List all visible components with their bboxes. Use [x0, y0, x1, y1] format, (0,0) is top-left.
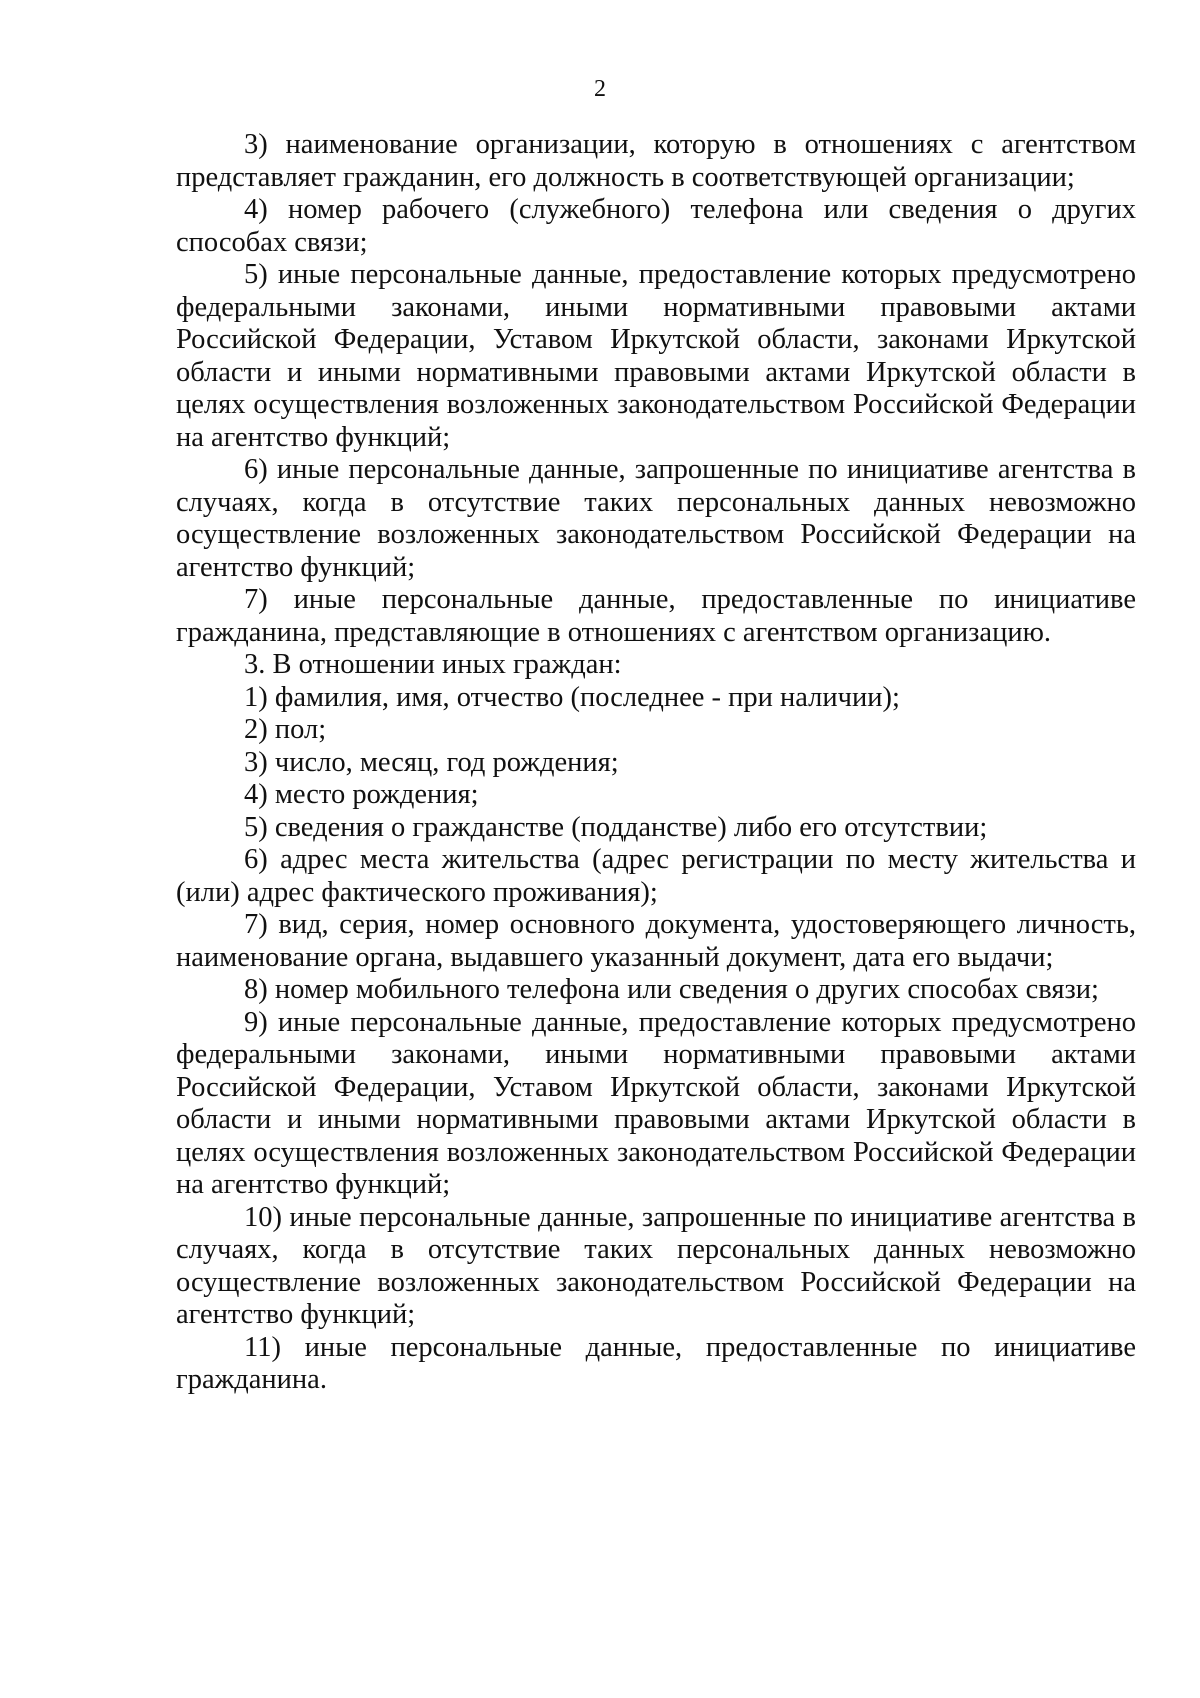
list-item: 4) место рождения; [244, 779, 479, 810]
list-item: 4) номер рабочего (служебного) телефона или сведения о других способах связи; [176, 194, 1136, 258]
list-item: 7) иные персональные данные, предоставленные по инициативе гражданина, представляющие в отношениях с агентством организацию. [176, 584, 1136, 648]
list-item: 5) иные персональные данные, предоставление которых предусмотрено федеральными законами, иными нормативными правовыми актами Российской Федерации, Уставом Иркутской области, законами Иркутской области и иными нормативными правовыми актами Иркутской области в целях осуществления возложенных законодательством Российской Федерации на агентство функций; [176, 259, 1136, 453]
list-item: 2) пол; [244, 714, 327, 745]
list-previous-section [176, 129, 1136, 649]
list-item: 6) иные персональные данные, запрошенные по инициативе агентства в случаях, когда в отсутствие таких персональных данных невозможно осуществление возложенных законодательством Российской Федерации на агентство функций; [176, 454, 1136, 583]
list-item: 8) номер мобильного телефона или сведения о других способах связи; [244, 974, 1099, 1005]
page-number: 2 [594, 76, 606, 102]
list-item: 3) наименование организации, которую в отношениях с агентством представляет гражданин, его должность в соответствующей организации; [176, 129, 1136, 193]
list-item: 7) вид, серия, номер основного документа, удостоверяющего личность, наименование органа, выдавшего указанный документ, дата его выдачи; [176, 909, 1136, 973]
list-item: 6) адрес места жительства (адрес регистрации по месту жительства и (или) адрес фактического проживания); [176, 844, 1136, 908]
list-item: 9) иные персональные данные, предоставление которых предусмотрено федеральными законами, иными нормативными правовыми актами Российской Федерации, Уставом Иркутской области, законами Иркутской области и иными нормативными правовыми актами Иркутской области в целях осуществления возложенных законодательством Российской Федерации на агентство функций; [176, 1006, 1136, 1200]
list-item: 3) число, месяц, год рождения; [244, 746, 619, 778]
list-item: 11) иные персональные данные, предоставленные по инициативе гражданина. [176, 1331, 1136, 1395]
list-item: 10) иные персональные данные, запрошенные по инициативе агентства в случаях, когда в отсутствие таких персональных данных невозможно осуществление возложенных законодательством Российской Федерации на агентство функций; [176, 1201, 1136, 1330]
list-item: 1) фамилия, имя, отчество (последнее - при наличии); [244, 681, 900, 713]
list-item: 5) сведения о гражданстве (подданстве) либо его отсутствии; [244, 811, 988, 843]
section-heading: 3. В отношении иных граждан: [244, 649, 622, 680]
document-body [176, 129, 1136, 1397]
list-other-citizens [176, 682, 1136, 1397]
